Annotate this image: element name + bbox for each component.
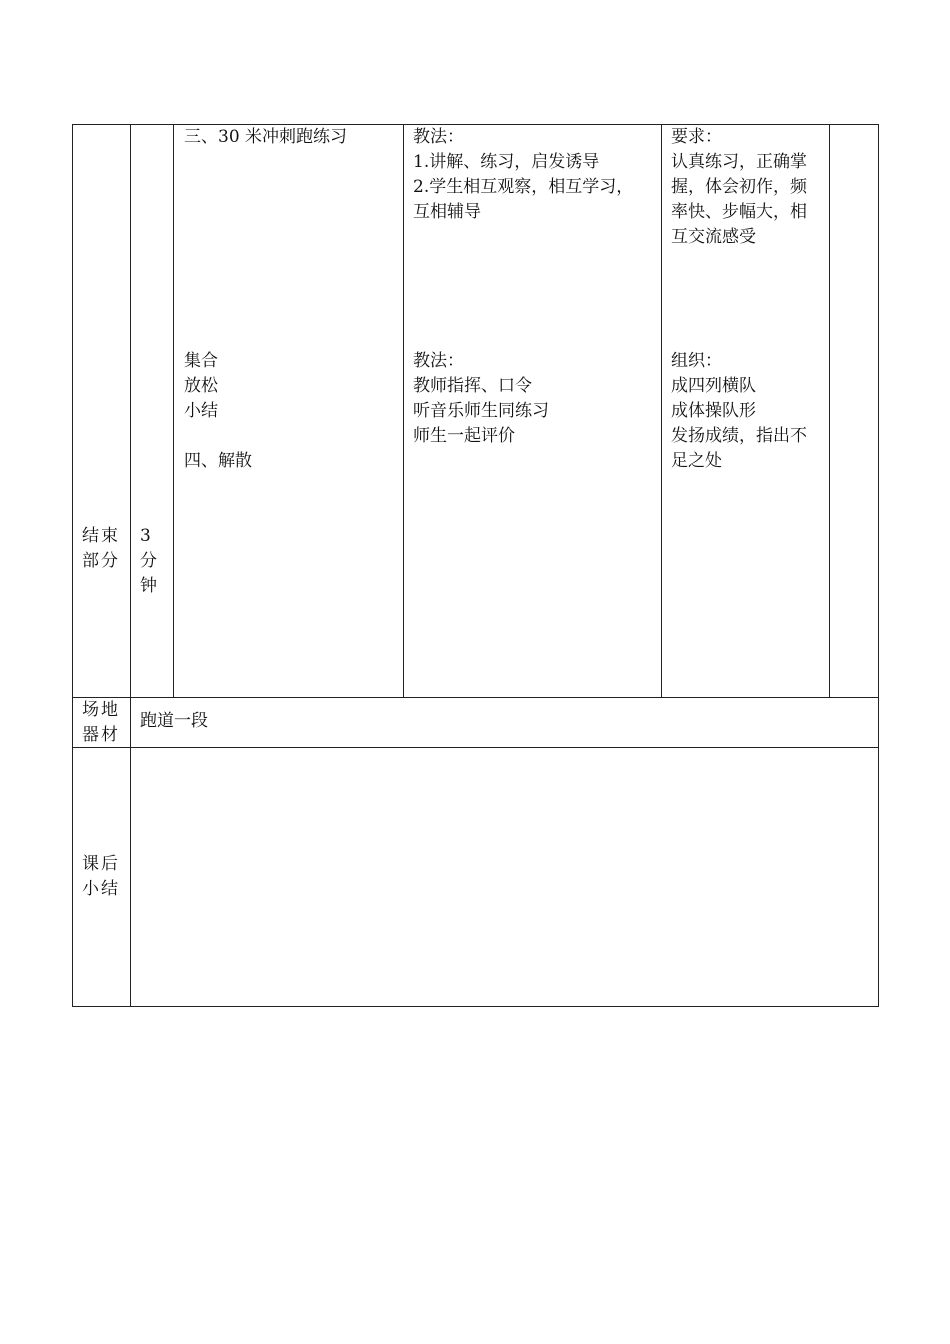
content-item-dismiss: 四、解散: [184, 451, 252, 471]
methods-cell: [404, 125, 662, 698]
venue-label-cell: [73, 698, 131, 748]
methods-block-1: 教法： 1.讲解、练习，启发诱导 2.学生相互观察，相互学习， 互相辅导: [413, 127, 634, 222]
section-label-cell: [73, 125, 131, 698]
summary-label: 课后 小结: [82, 854, 120, 899]
content-cell: [174, 125, 404, 698]
venue-row: [73, 698, 879, 748]
venue-value: 跑道一段: [140, 711, 208, 731]
summary-label-cell: [73, 748, 131, 1007]
content-item-sprint: 三、30 米冲刺跑练习: [184, 127, 348, 147]
summary-value-cell[interactable]: [131, 748, 879, 1007]
venue-value-cell: [131, 698, 879, 748]
section-label: 结束 部分: [82, 526, 120, 571]
lesson-plan-table: [72, 124, 879, 1007]
content-item-gather: 集合 放松 小结: [184, 351, 218, 421]
duration-text: 3 分 钟: [140, 526, 157, 596]
summary-row: [73, 748, 879, 1007]
end-section-row: [73, 125, 879, 698]
organization-block: 组织： 成四列横队 成体操队形 发扬成绩，指出不 足之处: [671, 351, 807, 471]
requirements-cell: [662, 125, 830, 698]
venue-label: 场地 器材: [82, 700, 120, 745]
duration-cell: [131, 125, 174, 698]
methods-block-2: 教法： 教师指挥、口令 听音乐师生同练习 师生一起评价: [413, 351, 549, 446]
extra-cell: [830, 125, 879, 698]
requirements-block-1: 要求： 认真练习，正确掌 握，体会初作，频 率快、步幅大，相 互交流感受: [671, 127, 807, 247]
